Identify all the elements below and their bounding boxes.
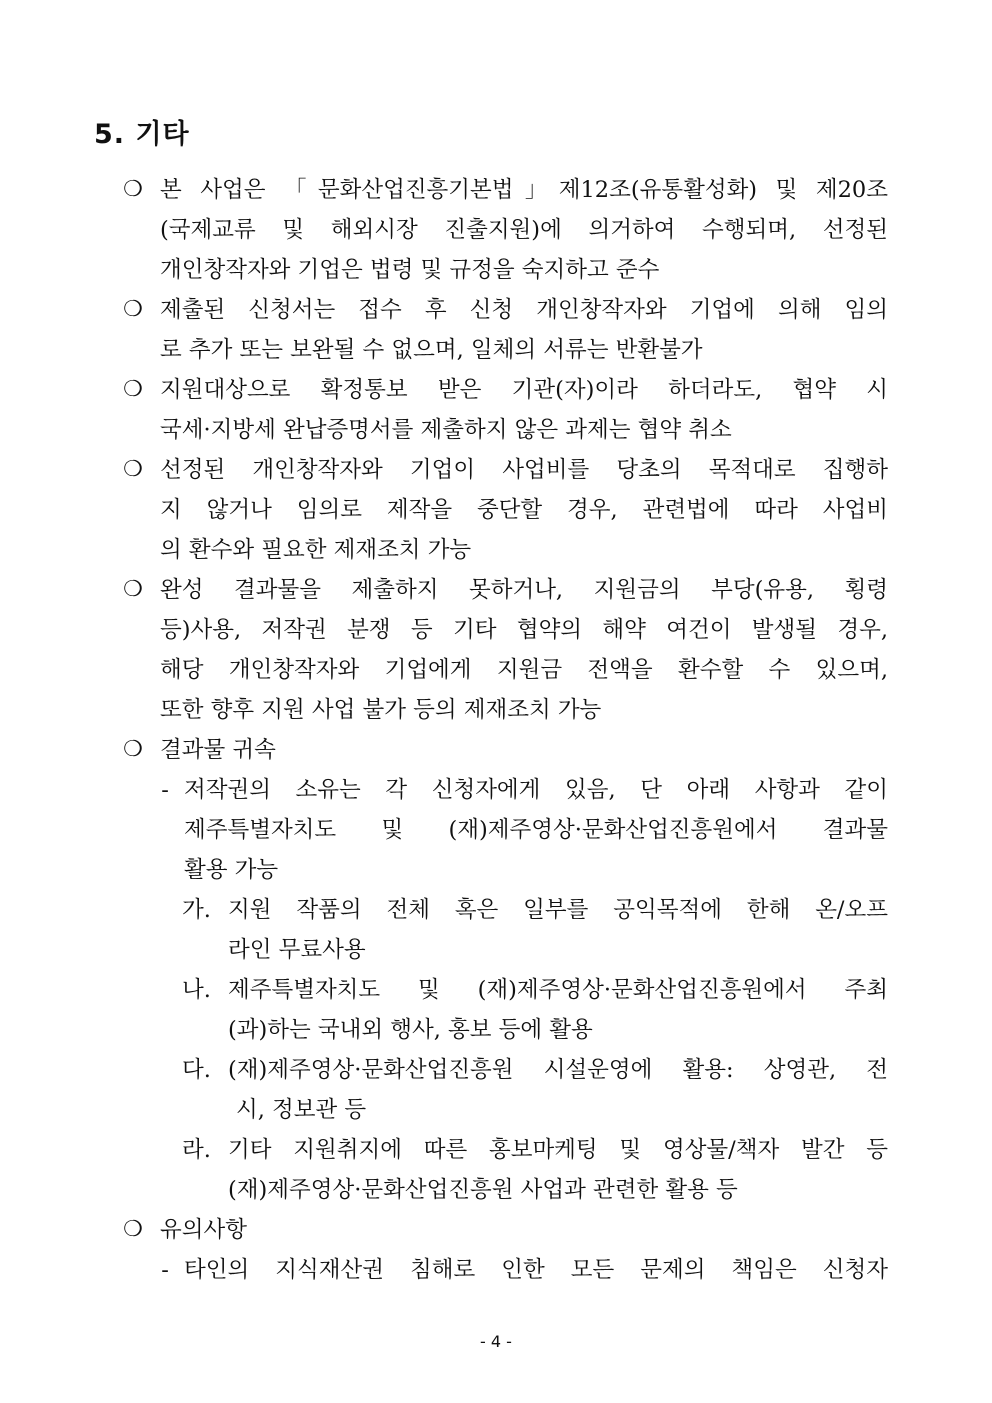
item-text: 또한 향후 지원 사업 불가 등의 제재조치 가능 bbox=[160, 697, 602, 723]
point-item-line bbox=[0, 1170, 992, 1210]
sub-item bbox=[0, 1250, 992, 1290]
item-text: 본 사업은 「문화산업진흥기본법」제12조(유통활성화) 및 제20조 bbox=[160, 177, 888, 203]
item-text-line bbox=[0, 530, 992, 570]
sub-item-line bbox=[0, 810, 992, 850]
item-text: 완성 결과물을 제출하지 못하거나, 지원금의 부당(유용, 횡령 bbox=[160, 577, 888, 603]
bullet-icon: ❍ bbox=[123, 457, 143, 482]
dash-icon: - bbox=[161, 1257, 169, 1283]
point-text: 지원 작품의 전체 혹은 일부를 공익목적에 한해 온/오프 bbox=[228, 897, 888, 923]
item-text-line bbox=[0, 330, 992, 370]
point-label: 라. bbox=[182, 1137, 211, 1163]
point-item bbox=[0, 1130, 992, 1170]
sub-item-text: 활용 가능 bbox=[184, 857, 279, 883]
bullet-icon: ❍ bbox=[123, 1217, 143, 1242]
item-text-line bbox=[0, 610, 992, 650]
list-item bbox=[0, 1210, 992, 1250]
bullet-icon: ❍ bbox=[123, 377, 143, 402]
item-text: 제출된 신청서는 접수 후 신청 개인창작자와 기업에 의해 임의 bbox=[160, 297, 888, 323]
item-text-line bbox=[0, 410, 992, 450]
bullet-icon: ❍ bbox=[123, 297, 143, 322]
item-text-line bbox=[0, 650, 992, 690]
point-item-line bbox=[0, 930, 992, 970]
page-number: - 4 - bbox=[480, 1332, 512, 1351]
point-item bbox=[0, 890, 992, 930]
dash-icon: - bbox=[161, 777, 169, 803]
point-text: 시, 정보관 등 bbox=[236, 1097, 367, 1123]
bullet-icon: ❍ bbox=[123, 177, 143, 202]
sub-item bbox=[0, 770, 992, 810]
point-text: (재)제주영상·문화산업진흥원 시설운영에 활용: 상영관, 전 bbox=[228, 1057, 888, 1083]
item-text: 지 않거나 임의로 제작을 중단할 경우, 관련법에 따라 사업비 bbox=[160, 497, 888, 523]
item-text-line bbox=[0, 690, 992, 730]
list-item bbox=[0, 450, 992, 490]
bullet-icon: ❍ bbox=[123, 737, 143, 762]
point-text: 라인 무료사용 bbox=[228, 937, 366, 963]
sub-item-line bbox=[0, 850, 992, 890]
item-text: 개인창작자와 기업은 법령 및 규정을 숙지하고 준수 bbox=[160, 257, 660, 283]
point-text: 기타 지원취지에 따른 홍보마케팅 및 영상물/책자 발간 등 bbox=[228, 1137, 888, 1163]
point-item-line bbox=[0, 1090, 992, 1130]
item-title: 결과물 귀속 bbox=[160, 737, 276, 763]
point-item bbox=[0, 970, 992, 1010]
list-item bbox=[0, 370, 992, 410]
item-text: (국제교류 및 해외시장 진출지원)에 의거하여 수행되며, 선정된 bbox=[160, 217, 888, 243]
item-text: 등)사용, 저작권 분쟁 등 기타 협약의 해약 여건이 발생될 경우, bbox=[160, 617, 888, 643]
item-text-line bbox=[0, 210, 992, 250]
item-text: 지원대상으로 확정통보 받은 기관(자)이라 하더라도, 협약 시 bbox=[160, 377, 888, 403]
point-text: (과)하는 국내외 행사, 홍보 등에 활용 bbox=[228, 1017, 593, 1043]
bullet-icon: ❍ bbox=[123, 577, 143, 602]
item-text-line bbox=[0, 250, 992, 290]
list-item bbox=[0, 170, 992, 210]
sub-item-text: 타인의 지식재산권 침해로 인한 모든 문제의 책임은 신청자 bbox=[184, 1257, 888, 1283]
point-item-line bbox=[0, 1010, 992, 1050]
point-label: 가. bbox=[182, 897, 211, 923]
point-label: 다. bbox=[182, 1057, 211, 1083]
sub-item-text: 제주특별자치도 및 (재)제주영상·문화산업진흥원에서 결과물 bbox=[184, 817, 888, 843]
point-text: 제주특별자치도 및 (재)제주영상·문화산업진흥원에서 주최 bbox=[228, 977, 888, 1003]
list-item bbox=[0, 290, 992, 330]
item-text-line bbox=[0, 490, 992, 530]
list-item bbox=[0, 570, 992, 610]
item-text: 로 추가 또는 보완될 수 없으며, 일체의 서류는 반환불가 bbox=[160, 337, 703, 363]
item-title: 유의사항 bbox=[160, 1217, 247, 1243]
point-label: 나. bbox=[182, 977, 211, 1003]
item-text: 선정된 개인창작자와 기업이 사업비를 당초의 목적대로 집행하 bbox=[160, 457, 888, 483]
item-text: 해당 개인창작자와 기업에게 지원금 전액을 환수할 수 있으며, bbox=[160, 657, 888, 683]
section-heading: 5. 기타 bbox=[94, 119, 190, 150]
sub-item-text: 저작권의 소유는 각 신청자에게 있음, 단 아래 사항과 같이 bbox=[184, 777, 888, 803]
point-text: (재)제주영상·문화산업진흥원 사업과 관련한 활용 등 bbox=[228, 1177, 738, 1203]
item-text: 국세·지방세 완납증명서를 제출하지 않은 과제는 협약 취소 bbox=[160, 417, 732, 443]
item-text: 의 환수와 필요한 제재조치 가능 bbox=[160, 537, 472, 563]
point-item bbox=[0, 1050, 992, 1090]
list-item bbox=[0, 730, 992, 770]
